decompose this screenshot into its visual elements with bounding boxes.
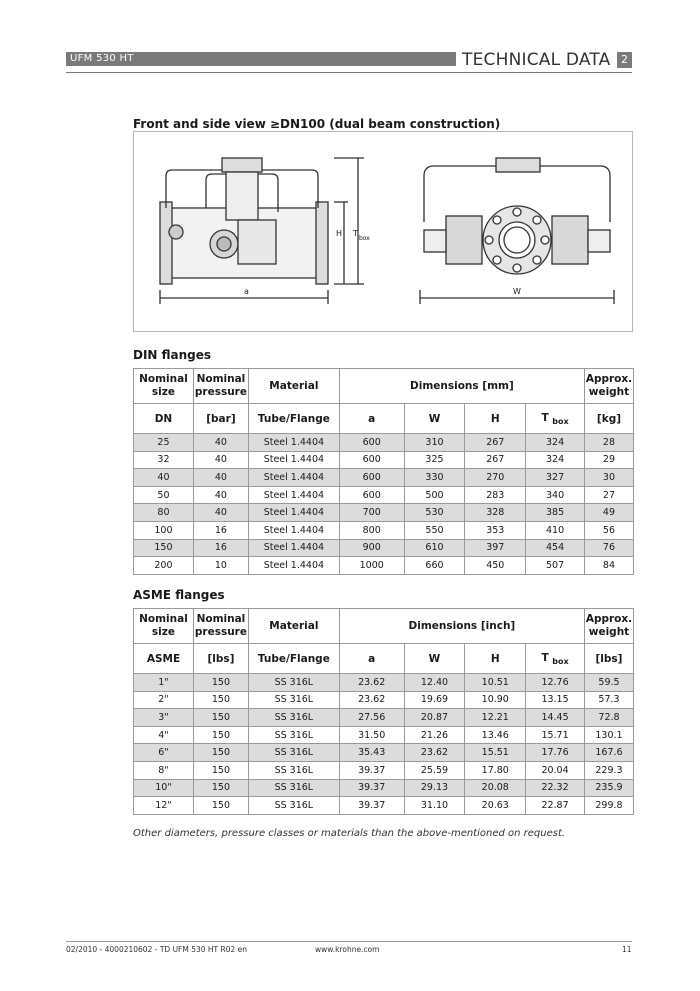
table-cell: SS 316L bbox=[248, 779, 339, 797]
table-cell: 50 bbox=[134, 486, 194, 504]
unit-header: ASME bbox=[134, 644, 194, 674]
table-cell: 25.59 bbox=[404, 761, 465, 779]
table-cell: 20.04 bbox=[526, 761, 585, 779]
table-cell: 660 bbox=[404, 557, 465, 575]
header-rule bbox=[66, 72, 632, 73]
table-cell: 17.76 bbox=[526, 744, 585, 762]
unit-header: W bbox=[404, 644, 465, 674]
t-subscript: box bbox=[552, 416, 569, 426]
table-cell: 57.3 bbox=[584, 691, 633, 709]
unit-header: H bbox=[465, 644, 526, 674]
table-unit-row bbox=[134, 644, 634, 674]
table-unit-row bbox=[134, 404, 634, 434]
unit-header: Tube/Flange bbox=[248, 644, 339, 674]
table-cell: 10 bbox=[193, 557, 248, 575]
table-cell: 31.50 bbox=[339, 726, 404, 744]
table-cell: 150 bbox=[193, 709, 248, 727]
t-label: T bbox=[541, 651, 549, 664]
table-cell: 13.15 bbox=[526, 691, 585, 709]
table-cell: 21.26 bbox=[404, 726, 465, 744]
table-cell: 340 bbox=[526, 486, 585, 504]
table-cell: 30 bbox=[584, 469, 633, 487]
col-header: Dimensions [mm] bbox=[339, 369, 584, 404]
table-cell: 39.37 bbox=[339, 779, 404, 797]
table-cell: 22.87 bbox=[526, 797, 585, 815]
table-row bbox=[134, 674, 634, 692]
table-row bbox=[134, 744, 634, 762]
table-cell: 150 bbox=[134, 539, 194, 557]
section-number: 2 bbox=[617, 52, 632, 68]
table-cell: 10.51 bbox=[465, 674, 526, 692]
table-cell: 8" bbox=[134, 761, 194, 779]
col-header: Dimensions [inch] bbox=[339, 609, 584, 644]
table-cell: 23.62 bbox=[339, 691, 404, 709]
table-cell: 6" bbox=[134, 744, 194, 762]
table-cell: 385 bbox=[526, 504, 585, 522]
table-row bbox=[134, 539, 634, 557]
table-cell: 507 bbox=[526, 557, 585, 575]
table-cell: 353 bbox=[465, 521, 526, 539]
table-row bbox=[134, 557, 634, 575]
unit-header: [kg] bbox=[584, 404, 633, 434]
footnote: Other diameters, pressure classes or materials than the above-mentioned on request. bbox=[133, 828, 566, 839]
table-cell: Steel 1.4404 bbox=[248, 539, 339, 557]
unit-header: a bbox=[339, 404, 404, 434]
table-cell: 12.76 bbox=[526, 674, 585, 692]
table-cell: 32 bbox=[134, 451, 194, 469]
table-cell: 450 bbox=[465, 557, 526, 575]
din-title: DIN flanges bbox=[133, 348, 212, 362]
table-cell: 22.32 bbox=[526, 779, 585, 797]
table-cell: 27.56 bbox=[339, 709, 404, 727]
table-row bbox=[134, 504, 634, 522]
table-cell: 23.62 bbox=[404, 744, 465, 762]
table-cell: 35.43 bbox=[339, 744, 404, 762]
table-cell: 283 bbox=[465, 486, 526, 504]
table-cell: 12.21 bbox=[465, 709, 526, 727]
table-cell: 270 bbox=[465, 469, 526, 487]
table-cell: SS 316L bbox=[248, 761, 339, 779]
table-cell: 29.13 bbox=[404, 779, 465, 797]
col-header: Material bbox=[248, 609, 339, 644]
table-cell: 130.1 bbox=[584, 726, 633, 744]
col-header: Nominal pressure bbox=[193, 369, 248, 404]
table-cell: 324 bbox=[526, 451, 585, 469]
table-cell: 29 bbox=[584, 451, 633, 469]
table-cell: 100 bbox=[134, 521, 194, 539]
table-cell: Steel 1.4404 bbox=[248, 486, 339, 504]
doc-reference: 02/2010 - 4000210602 - TD UFM 530 HT R02 en bbox=[66, 945, 248, 954]
table-cell: 150 bbox=[193, 726, 248, 744]
table-cell: 550 bbox=[404, 521, 465, 539]
unit-header: DN bbox=[134, 404, 194, 434]
table-cell: 229.3 bbox=[584, 761, 633, 779]
table-cell: 40 bbox=[193, 451, 248, 469]
table-cell: Steel 1.4404 bbox=[248, 469, 339, 487]
section-title: TECHNICAL DATA bbox=[462, 50, 611, 70]
table-cell: Steel 1.4404 bbox=[248, 521, 339, 539]
table-cell: 19.69 bbox=[404, 691, 465, 709]
table-cell: 150 bbox=[193, 797, 248, 815]
table-cell: 3" bbox=[134, 709, 194, 727]
table-cell: SS 316L bbox=[248, 691, 339, 709]
din-table bbox=[133, 368, 634, 575]
table-cell: Steel 1.4404 bbox=[248, 451, 339, 469]
table-cell: 235.9 bbox=[584, 779, 633, 797]
dim-label-box: box bbox=[359, 235, 370, 242]
table-cell: 40 bbox=[134, 469, 194, 487]
col-header: Nominal pressure bbox=[193, 609, 248, 644]
figure-title: Front and side view ≥DN100 (dual beam construction) bbox=[133, 117, 501, 131]
table-cell: 410 bbox=[526, 521, 585, 539]
table-row bbox=[134, 434, 634, 452]
table-row bbox=[134, 779, 634, 797]
table-cell: 10" bbox=[134, 779, 194, 797]
table-cell: 14.45 bbox=[526, 709, 585, 727]
table-cell: 150 bbox=[193, 674, 248, 692]
table-cell: SS 316L bbox=[248, 797, 339, 815]
table-cell: 324 bbox=[526, 434, 585, 452]
table-cell: 20.87 bbox=[404, 709, 465, 727]
table-cell: 16 bbox=[193, 521, 248, 539]
table-cell: 40 bbox=[193, 504, 248, 522]
table-cell: 150 bbox=[193, 761, 248, 779]
asme-title: ASME flanges bbox=[133, 588, 225, 602]
unit-header: [lbs] bbox=[193, 644, 248, 674]
table-cell: 10.90 bbox=[465, 691, 526, 709]
dim-label-w: W bbox=[513, 287, 521, 296]
table-cell: 610 bbox=[404, 539, 465, 557]
table-cell: 700 bbox=[339, 504, 404, 522]
unit-header: Tube/Flange bbox=[248, 404, 339, 434]
table-cell: 600 bbox=[339, 451, 404, 469]
table-row bbox=[134, 761, 634, 779]
table-cell: 4" bbox=[134, 726, 194, 744]
table-cell: SS 316L bbox=[248, 674, 339, 692]
website-link[interactable]: www.krohne.com bbox=[315, 945, 380, 954]
table-cell: Steel 1.4404 bbox=[248, 557, 339, 575]
table-cell: 800 bbox=[339, 521, 404, 539]
table-cell: 12.40 bbox=[404, 674, 465, 692]
table-cell: 27 bbox=[584, 486, 633, 504]
table-cell: SS 316L bbox=[248, 726, 339, 744]
table-cell: 39.37 bbox=[339, 761, 404, 779]
side-view bbox=[420, 158, 614, 304]
table-cell: 454 bbox=[526, 539, 585, 557]
table-row bbox=[134, 451, 634, 469]
unit-header bbox=[526, 404, 585, 434]
unit-header: H bbox=[465, 404, 526, 434]
table-cell: 76 bbox=[584, 539, 633, 557]
front-view bbox=[160, 158, 364, 304]
unit-header bbox=[526, 644, 585, 674]
table-cell: 2" bbox=[134, 691, 194, 709]
table-cell: 328 bbox=[465, 504, 526, 522]
table-header-row bbox=[134, 369, 634, 404]
table-cell: 12" bbox=[134, 797, 194, 815]
table-cell: 150 bbox=[193, 744, 248, 762]
table-cell: 310 bbox=[404, 434, 465, 452]
table-cell: 327 bbox=[526, 469, 585, 487]
table-cell: 600 bbox=[339, 434, 404, 452]
table-cell: 600 bbox=[339, 486, 404, 504]
table-cell: 56 bbox=[584, 521, 633, 539]
table-cell: 23.62 bbox=[339, 674, 404, 692]
table-cell: 600 bbox=[339, 469, 404, 487]
table-cell: Steel 1.4404 bbox=[248, 434, 339, 452]
table-cell: 25 bbox=[134, 434, 194, 452]
t-label: T bbox=[541, 411, 549, 424]
table-cell: 150 bbox=[193, 779, 248, 797]
table-cell: 84 bbox=[584, 557, 633, 575]
table-cell: 15.71 bbox=[526, 726, 585, 744]
col-header: Approx. weight bbox=[584, 369, 633, 404]
col-header: Material bbox=[248, 369, 339, 404]
dim-label-h: H bbox=[336, 229, 343, 238]
t-subscript: box bbox=[552, 656, 569, 666]
table-cell: 150 bbox=[193, 691, 248, 709]
table-cell: 16 bbox=[193, 539, 248, 557]
table-cell: 80 bbox=[134, 504, 194, 522]
product-name: UFM 530 HT bbox=[70, 53, 134, 64]
table-cell: 40 bbox=[193, 486, 248, 504]
table-row bbox=[134, 521, 634, 539]
table-cell: 167.6 bbox=[584, 744, 633, 762]
col-header: Approx. weight bbox=[584, 609, 633, 644]
table-cell: 20.08 bbox=[465, 779, 526, 797]
table-row bbox=[134, 709, 634, 727]
table-cell: 500 bbox=[404, 486, 465, 504]
table-cell: 49 bbox=[584, 504, 633, 522]
table-cell: 397 bbox=[465, 539, 526, 557]
dim-label-a: a bbox=[244, 287, 249, 296]
page-header bbox=[66, 52, 632, 72]
table-cell: 20.63 bbox=[465, 797, 526, 815]
table-cell: 15.51 bbox=[465, 744, 526, 762]
table-cell: 17.80 bbox=[465, 761, 526, 779]
table-cell: 900 bbox=[339, 539, 404, 557]
table-cell: 1" bbox=[134, 674, 194, 692]
flowmeter-drawing bbox=[134, 132, 632, 331]
table-cell: 330 bbox=[404, 469, 465, 487]
table-row bbox=[134, 797, 634, 815]
unit-header: W bbox=[404, 404, 465, 434]
col-header: Nominal size bbox=[134, 369, 194, 404]
table-cell: SS 316L bbox=[248, 709, 339, 727]
asme-table bbox=[133, 608, 634, 815]
table-cell: 267 bbox=[465, 451, 526, 469]
unit-header: [lbs] bbox=[584, 644, 633, 674]
table-row bbox=[134, 726, 634, 744]
table-header-row bbox=[134, 609, 634, 644]
table-cell: 325 bbox=[404, 451, 465, 469]
table-cell: 28 bbox=[584, 434, 633, 452]
table-cell: 40 bbox=[193, 434, 248, 452]
table-cell: 1000 bbox=[339, 557, 404, 575]
table-cell: 200 bbox=[134, 557, 194, 575]
table-cell: 530 bbox=[404, 504, 465, 522]
table-row bbox=[134, 469, 634, 487]
table-cell: 31.10 bbox=[404, 797, 465, 815]
footer-rule bbox=[66, 941, 632, 942]
table-cell: 40 bbox=[193, 469, 248, 487]
table-cell: 13.46 bbox=[465, 726, 526, 744]
drawing-frame bbox=[133, 131, 633, 332]
col-header: Nominal size bbox=[134, 609, 194, 644]
table-cell: Steel 1.4404 bbox=[248, 504, 339, 522]
unit-header: [bar] bbox=[193, 404, 248, 434]
table-row bbox=[134, 691, 634, 709]
table-cell: SS 316L bbox=[248, 744, 339, 762]
dim-label-t: T bbox=[353, 229, 358, 238]
table-cell: 59.5 bbox=[584, 674, 633, 692]
table-cell: 267 bbox=[465, 434, 526, 452]
page-number: 11 bbox=[622, 945, 632, 954]
table-cell: 299.8 bbox=[584, 797, 633, 815]
table-cell: 72.8 bbox=[584, 709, 633, 727]
table-row bbox=[134, 486, 634, 504]
unit-header: a bbox=[339, 644, 404, 674]
table-cell: 39.37 bbox=[339, 797, 404, 815]
